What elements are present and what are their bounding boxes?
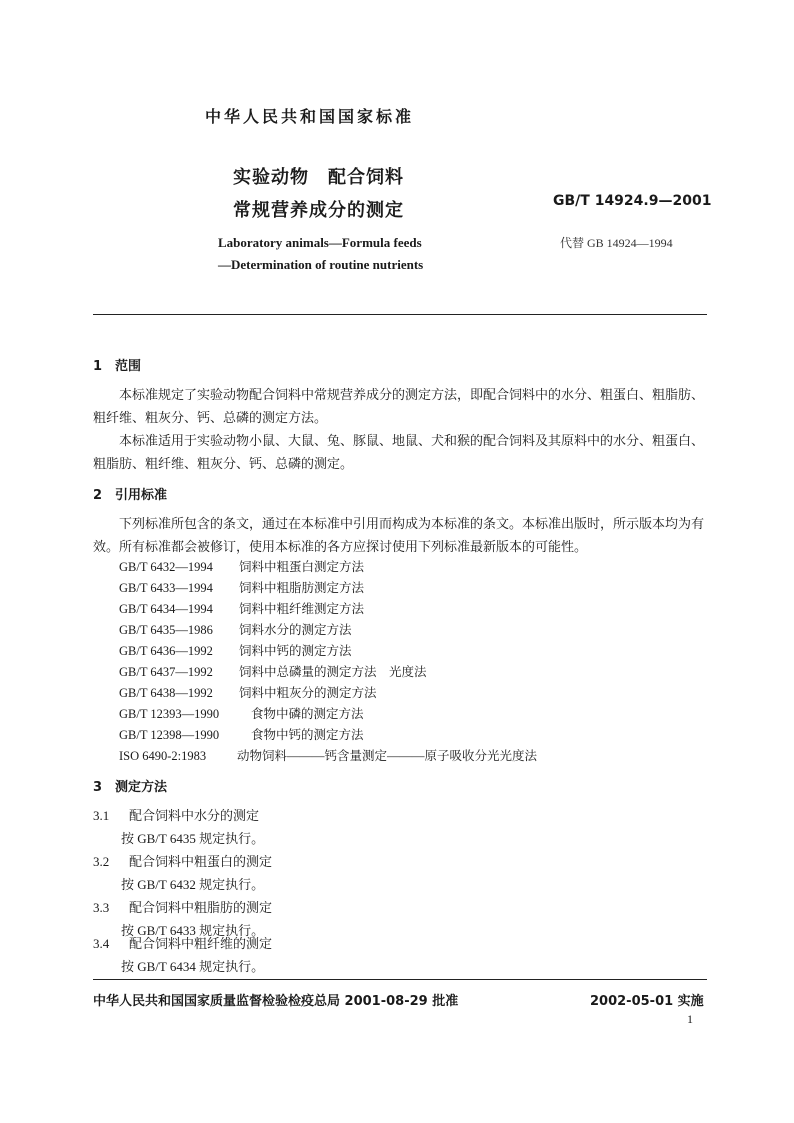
reference-title: 饲料中粗脂肪测定方法 bbox=[239, 581, 365, 595]
reference-item bbox=[119, 725, 537, 746]
reference-code: GB/T 6437—1992 bbox=[119, 665, 213, 679]
section-number: 3 bbox=[93, 780, 103, 795]
scope-paragraph-2: 本标准适用于实验动物小鼠、大鼠、兔、豚鼠、地鼠、犬和猴的配合饲料及其原料中的水分、粗蛋白、粗脂肪、粗纤维、粗灰分、钙、总磷的测定。 bbox=[93, 434, 705, 472]
english-title-line-2: —Determination of routine nutrients bbox=[218, 257, 424, 272]
english-title-line-1: Laboratory animals—Formula feeds bbox=[218, 235, 422, 250]
approval-line: 中华人民共和国国家质量监督检验检疫总局 2001-08-29 批准 bbox=[93, 994, 459, 1009]
method-body: 按 GB/T 6435 规定执行。 bbox=[121, 831, 265, 846]
method-number: 3.4 bbox=[93, 936, 110, 951]
method-item bbox=[93, 850, 272, 896]
replaces-standard: 代替 GB 14924—1994 bbox=[560, 236, 673, 250]
section-heading-scope bbox=[93, 355, 141, 374]
standard-number: GB/T 14924.9—2001 bbox=[553, 193, 712, 209]
reference-item bbox=[119, 683, 537, 704]
reference-title: 饲料中粗灰分的测定方法 bbox=[239, 686, 377, 700]
reference-list bbox=[119, 557, 537, 767]
reference-title: 食物中钙的测定方法 bbox=[251, 728, 364, 742]
method-number: 3.2 bbox=[93, 854, 110, 869]
section-title: 范围 bbox=[115, 359, 142, 374]
issuing-authority-header: 中华人民共和国国家标准 bbox=[205, 107, 415, 126]
document-title-line-2: 常规营养成分的测定 bbox=[233, 200, 404, 221]
implementation-date: 2002-05-01 实施 bbox=[590, 994, 704, 1009]
reference-title: 食物中磷的测定方法 bbox=[251, 707, 364, 721]
reference-code: GB/T 6433—1994 bbox=[119, 581, 213, 595]
section-title: 测定方法 bbox=[115, 780, 168, 795]
section-number: 1 bbox=[93, 359, 103, 374]
document-title-line-1: 实验动物 配合饲料 bbox=[233, 167, 404, 188]
references-intro: 下列标准所包含的条文，通过在本标准中引用而构成为本标准的条文。本标准出版时，所示版本均为有效。所有标准都会被修订，使用本标准的各方应探讨使用下列标准最新版本的可能性。 bbox=[93, 517, 705, 555]
section-title: 引用标准 bbox=[115, 488, 168, 503]
method-item bbox=[93, 804, 264, 850]
reference-code: GB/T 6436—1992 bbox=[119, 644, 213, 658]
reference-title: 饲料中粗蛋白测定方法 bbox=[239, 560, 365, 574]
reference-title: 动物饲料———钙含量测定———原子吸收分光光度法 bbox=[237, 749, 538, 763]
method-body: 按 GB/T 6432 规定执行。 bbox=[121, 877, 265, 892]
method-title: 配合饲料中粗纤维的测定 bbox=[129, 936, 273, 951]
reference-code: GB/T 12393—1990 bbox=[119, 707, 220, 721]
reference-item bbox=[119, 746, 537, 767]
reference-title: 饲料中钙的测定方法 bbox=[239, 644, 352, 658]
reference-title: 饲料水分的测定方法 bbox=[239, 623, 352, 637]
scope-paragraph-1: 本标准规定了实验动物配合饲料中常规营养成分的测定方法，即配合饲料中的水分、粗蛋白、粗脂肪、粗纤维、粗灰分、钙、总磷的测定方法。 bbox=[93, 388, 705, 426]
reference-code: GB/T 12398—1990 bbox=[119, 728, 220, 742]
reference-item bbox=[119, 599, 537, 620]
header-divider bbox=[93, 314, 707, 315]
method-title: 配合饲料中粗蛋白的测定 bbox=[129, 854, 273, 869]
method-body: 按 GB/T 6433 规定执行。 bbox=[121, 923, 265, 938]
reference-code: GB/T 6432—1994 bbox=[119, 560, 213, 574]
reference-item bbox=[119, 704, 537, 725]
section-heading-methods bbox=[93, 776, 167, 795]
reference-code: GB/T 6438—1992 bbox=[119, 686, 213, 700]
footer-divider bbox=[93, 979, 707, 980]
method-number: 3.1 bbox=[93, 808, 110, 823]
method-title: 配合饲料中水分的测定 bbox=[129, 808, 260, 823]
page-number: 1 bbox=[687, 1012, 693, 1026]
section-heading-references bbox=[93, 484, 167, 503]
method-number: 3.3 bbox=[93, 900, 110, 915]
reference-item bbox=[119, 641, 537, 662]
reference-title: 饲料中粗纤维测定方法 bbox=[239, 602, 365, 616]
reference-code: GB/T 6435—1986 bbox=[119, 623, 213, 637]
method-title: 配合饲料中粗脂肪的测定 bbox=[129, 900, 273, 915]
method-item bbox=[93, 932, 272, 978]
reference-item bbox=[119, 662, 537, 683]
reference-code: GB/T 6434—1994 bbox=[119, 602, 213, 616]
method-body: 按 GB/T 6434 规定执行。 bbox=[121, 959, 265, 974]
reference-item bbox=[119, 557, 537, 578]
reference-code: ISO 6490-2:1983 bbox=[119, 749, 207, 763]
reference-title: 饲料中总磷量的测定方法 光度法 bbox=[239, 665, 427, 679]
reference-item bbox=[119, 578, 537, 599]
section-number: 2 bbox=[93, 488, 103, 503]
reference-item bbox=[119, 620, 537, 641]
